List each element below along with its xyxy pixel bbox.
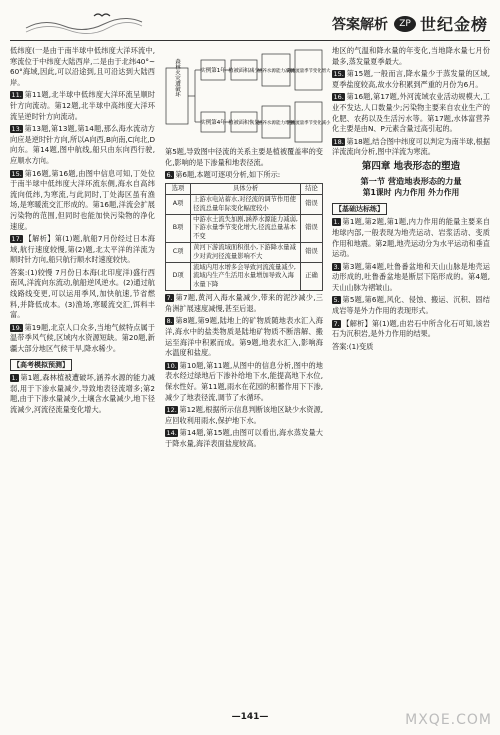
column-middle xyxy=(165,46,331,706)
header-divider xyxy=(10,40,490,41)
question-number-badge: 6. xyxy=(166,171,173,180)
question-number-badge: 3. xyxy=(333,262,340,271)
table-cell: 黄河下游流域面积很小,下游降水量减少对黄河径流量影响不大 xyxy=(191,243,301,263)
table-cell: 错误 xyxy=(301,243,323,263)
question-number-badge: 19. xyxy=(11,323,22,332)
paragraph: 7. 第7题,黄河入海水量减少,带来的泥沙减少,三角洲扩展速度减慢,甚至后退。 xyxy=(165,293,323,313)
question-number-badge: 17. xyxy=(11,235,22,244)
diagram-root: 森林火灾遭破坏 xyxy=(174,58,180,98)
table-header-row xyxy=(166,183,323,194)
question-number-badge: 5. xyxy=(333,296,340,305)
table-cell: A项 xyxy=(166,195,191,215)
header-label: 答案解析 xyxy=(331,16,388,33)
table-row xyxy=(166,243,323,263)
question-number-badge: 11. xyxy=(11,91,22,100)
diagram-node: 涵养水源能力减弱 xyxy=(257,69,295,74)
table-cell: 错误 xyxy=(301,195,323,215)
paragraph: 答案:(1)变质 xyxy=(332,341,374,351)
question-number-badge: 1. xyxy=(11,374,18,383)
paragraph: 14. 第14题,第15题,由图可以看出,海水蒸发量大于降水量,海洋表面盐度较高。 xyxy=(165,428,323,448)
table-cell: 中游水土流失加剧,涵养水源能力减弱,下游水量季节变化增大,径流总量基本不变 xyxy=(191,215,301,243)
table-row xyxy=(166,263,323,291)
paragraph: 15. 第16题,第16题,由图中信息可知,丁处位于南半球中低纬度大洋环流东侧,海水自高纬流向低纬,为寒流,与此同时,丁处海区虽有渔场,是寒暖流交汇形成的。第16题,洋流会扩展污染物的范围,但同时也能加快污染物的净化速度。 xyxy=(10,168,155,231)
table-cell: 错误 xyxy=(301,215,323,243)
table-header: 具体分析 xyxy=(191,183,301,194)
paragraph: 8. 第8题,第9题,陆地上的矿物质随地表水汇入海洋,海水中的盐类物质是陆地矿物质不断溶解、搬运至海洋中积累而成。第9题,地表水汇入,影响海水温度和盐度。 xyxy=(165,316,323,358)
table-header: 选项 xyxy=(166,183,191,194)
page-header xyxy=(0,0,500,42)
analysis-table xyxy=(165,183,323,291)
question-number-badge: 12. xyxy=(166,406,177,415)
paragraph: 12. 第12题,根据所示信息判断该地区缺少水资源,应回收利用雨水,保护地下水。 xyxy=(165,405,323,425)
table-cell: 流域内用水增多会导致河流流量减少,流域内生产生活用水量增加导致入海水量下降 xyxy=(191,263,301,291)
lesson-title: 第1课时 内力作用 外力作用 xyxy=(362,188,460,198)
flow-diagram xyxy=(165,48,331,144)
question-number-badge: 7. xyxy=(333,319,340,328)
paragraph: 答案:(1)较慢 7月份日本海(北印度洋)盛行西南风,洋流向东流动,航船逆风逆水。(2)通过航线路线变更,可以运用季风,加快航速,节省燃料,并降低成本。(3)渔场,寒暖流交汇,饵料丰富。 xyxy=(10,267,155,320)
paragraph: 17. 【解析】第(1)题,航船7月份经过日本海域,航行速度较慢,第(2)题,北太平洋的洋流为顺时针方向,船只航行顺水时速度较快。 xyxy=(10,234,155,265)
paragraph: 3. 第3题,第4题,吐鲁番盆地和天山山脉是地壳运动形成的,吐鲁番盆地是断层下陷形成的。第4题,天山山脉为褶皱山。 xyxy=(332,261,490,292)
diagram-node: 实例第1年 xyxy=(200,68,226,74)
paragraph: 18. 第18题,结合图中纬度可以判定为南半球,根据洋流流向分析,图中洋流为寒流。 xyxy=(332,136,490,157)
section-tag: 【高考模拟预测】 xyxy=(10,359,72,372)
column-left xyxy=(10,46,155,706)
diagram-node: 河流流量季节变化减小 xyxy=(286,121,331,126)
table-cell: D项 xyxy=(166,263,191,291)
paragraph: 7. 【解析】第(1)题,由岩石中所含化石可知,该岩石为沉积岩,是外力作用的结果。 xyxy=(332,318,490,339)
paragraph: 1. 第1题,第2题,第1题,内力作用的能量主要来自地球内部,一般表现为地壳运动、岩浆活动、变质作用和地震。第2题,地壳运动分为水平运动和垂直运动。 xyxy=(332,217,490,259)
column-right xyxy=(332,46,490,706)
paragraph: 6. 第6题,本题可逐项分析,如下所示: xyxy=(166,170,281,180)
question-number-badge: 8. xyxy=(166,317,173,326)
section-tag: 【基础达标练】 xyxy=(332,203,387,216)
table-row xyxy=(166,215,323,243)
question-number-badge: 15. xyxy=(11,169,22,178)
watermark: MXQE.COM xyxy=(405,712,492,728)
diagram-node: 涵养水源能力增强 xyxy=(257,121,295,126)
question-number-badge: 13. xyxy=(11,125,22,134)
question-number-badge: 16. xyxy=(333,93,344,102)
diagram-node: 植被面积恢复 xyxy=(228,120,260,126)
paragraph: 第5题,导致图中径流的关系主要是植被覆盖率的变化,影响的是下渗量和地表径流。 xyxy=(165,147,323,167)
brand-logo-icon: ZP xyxy=(394,16,416,32)
section-title: 第一节 营造地表形态的力量 xyxy=(360,175,462,186)
diagram-node: 实例第4年 xyxy=(200,120,226,126)
table-cell: C项 xyxy=(166,243,191,263)
diagram-node: 植被面积减少 xyxy=(228,68,260,74)
chapter-title: 第四章 地表形态的塑造 xyxy=(361,160,461,172)
paragraph: 低纬度(一是由于南半球中低纬度大洋环流中,寒流位于中纬度大陆西岸,二是由于北纬40°~60°海域,因此,可以沿途到,且可沿达到大陆西岸。 xyxy=(10,46,155,87)
diagram-node: 河流流量季节变化增大 xyxy=(286,69,331,74)
question-number-badge: 7. xyxy=(166,294,173,303)
brand-name: 世纪金榜 xyxy=(419,15,488,34)
seagull-wave-icon xyxy=(24,10,144,34)
table-cell: 正确 xyxy=(301,263,323,291)
question-number-badge: 15. xyxy=(333,70,344,79)
paragraph: 1. 第1题,森林植被遭破坏,涵养水源的能力减弱,用于下渗水量减少,导致地表径流增多;第2题,由于下渗水量减少,土壤含水量减少,地下径流减少,河流径流量变化增大。 xyxy=(10,373,155,414)
paragraph: 13. 第13题,第13题,第14题,那么海水流动方向应是逆时针方向,所以A向西,B向南,C向北,D向东。第14题,图中航线,船只由东向西行驶,应顺水方向。 xyxy=(10,124,155,165)
table-cell: 上游水电站蓄水,对径流的调节作用使径流总量年际变化幅度较小 xyxy=(191,195,301,215)
paragraph: 地区的气温和降水量的年变化,当地降水量七月份最多,蒸发量夏季最大。 xyxy=(332,46,490,66)
question-number-badge: 10. xyxy=(166,361,177,370)
paragraph: 16. 第16题,第17题,外河流域农业活动规模大,工业不发达,人口数量少;污染物主要来自农业生产的化肥、农药以及生活污水等。第17题,水体富营养化主要是由N、P元素含量过高引起的。 xyxy=(332,92,490,134)
paragraph: 5. 第5题,第6题,风化、侵蚀、搬运、沉积、固结成岩等是外力作用的表现形式。 xyxy=(332,295,490,316)
paragraph: 19. 第19题,北京人口众多,当地气候特点属于温带季风气候,区域内水资源短缺。第20题,新疆大部分地区气候干旱,降水稀少。 xyxy=(10,322,155,354)
question-number-badge: 14. xyxy=(166,429,177,438)
paragraph: 15. 第15题,一般而言,降水量少于蒸发量的区域,夏季盐度较高,故水分积累到严重的月份为6月。 xyxy=(332,69,490,89)
paragraph: 11. 第11题,北半球中低纬度大洋环流呈顺时针方向流动。第12题,北半球中高纬度大洋环流呈逆时针方向流动。 xyxy=(10,90,155,121)
question-number-badge: 1. xyxy=(333,218,340,227)
table-header: 结论 xyxy=(301,183,323,194)
table-cell: B项 xyxy=(166,215,191,243)
table-row xyxy=(166,195,323,215)
question-number-badge: 18. xyxy=(333,137,344,146)
page-number: —141— xyxy=(231,712,269,722)
paragraph: 10. 第10题,第11题,从图中的信息分析,图中的地表水经过绿地后下渗补给地下水,能提高地下水位,保水性好。第11题,雨水在花园的积蓄作用下下渗,减少了地表径流,调节了水循环。 xyxy=(165,360,323,402)
